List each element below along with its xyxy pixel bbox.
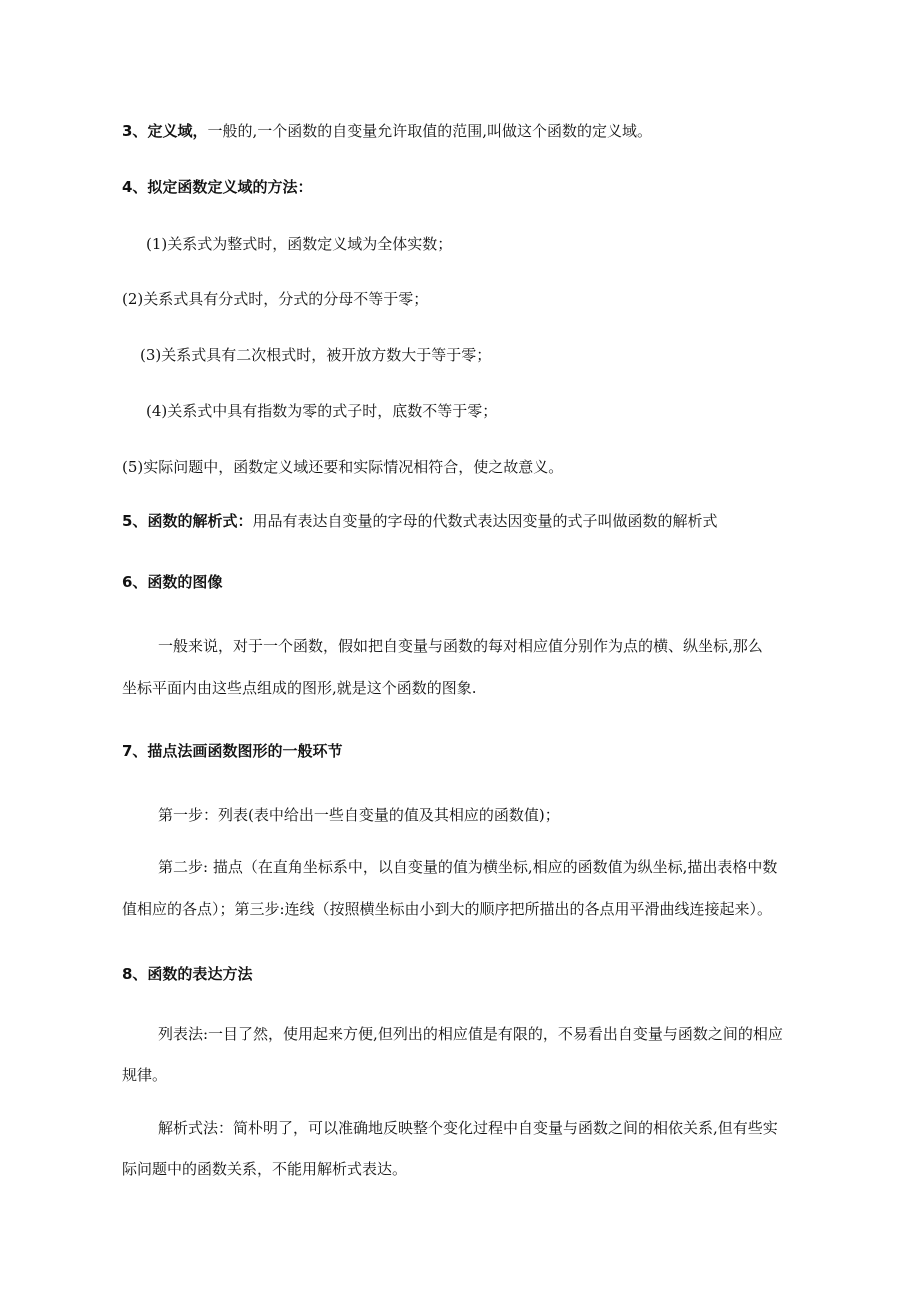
section-3-definition-domain [122,121,652,141]
section-7-heading: 7、描点法画函数图形的一般环节 [122,742,343,760]
section-8-analytic-method-line-2: 际问题中的函数关系，不能用解析式表达。 [122,1160,408,1178]
section-7-step-2-line-2: 值相应的各点）；第三步:连线（按照横坐标由小到大的顺序把所描出的各点用平滑曲线连接起来）。 [122,900,773,918]
section-6-paragraph-line-2: 坐标平面内由这些点组成的图形,就是这个函数的图象. [122,679,477,697]
section-4-item-4: (4)关系式中具有指数为零的式子时，底数不等于零； [146,402,498,420]
section-7-step-2-line-1: 第二步: 描点（在直角坐标系中，以自变量的值为横坐标,相应的函数值为纵坐标,描出表格中数 [158,858,778,876]
section-8-analytic-method-line-1: 解析式法：简朴明了，可以准确地反映整个变化过程中自变量与函数之间的相依关系,但有些实 [158,1119,778,1137]
section-3-term: 定义域， [147,122,208,140]
section-5-text: 用品有表达自变量的字母的代数式表达因变量的式子叫做函数的解析式 [252,512,718,530]
section-5-analytic-expression [122,511,717,531]
section-3-text: 一般的,一个函数的自变量允许取值的范围,叫做这个函数的定义域。 [207,122,652,140]
section-8-heading: 8、函数的表达方法 [122,965,253,983]
section-4-heading: 4、拟定函数定义域的方法： [122,178,313,196]
section-4-item-1: (1)关系式为整式时，函数定义域为全体实数； [146,235,453,253]
section-6-heading: 6、函数的图像 [122,573,223,591]
section-7-step-1: 第一步：列表(表中给出一些自变量的值及其相应的函数值)； [158,806,560,824]
section-6-paragraph-line-1: 一般来说，对于一个函数，假如把自变量与函数的每对相应值分别作为点的横、纵坐标,那么 [158,637,763,655]
section-4-item-3: (3)关系式具有二次根式时，被开放方数大于等于零； [140,346,492,364]
section-4-item-2: (2)关系式具有分式时，分式的分母不等于零； [122,290,429,308]
section-8-list-method-line-2: 规律。 [122,1066,168,1084]
section-5-number: 5、 [122,512,148,530]
section-8-list-method-line-1: 列表法:一目了然，使用起来方便,但列出的相应值是有限的，不易看出自变量与函数之间的相应 [158,1025,783,1043]
section-5-term: 函数的解析式： [147,512,253,530]
section-4-item-5: (5)实际问题中，函数定义域还要和实际情况相符合，使之故意义。 [122,458,564,476]
section-3-number: 3、 [122,122,148,140]
